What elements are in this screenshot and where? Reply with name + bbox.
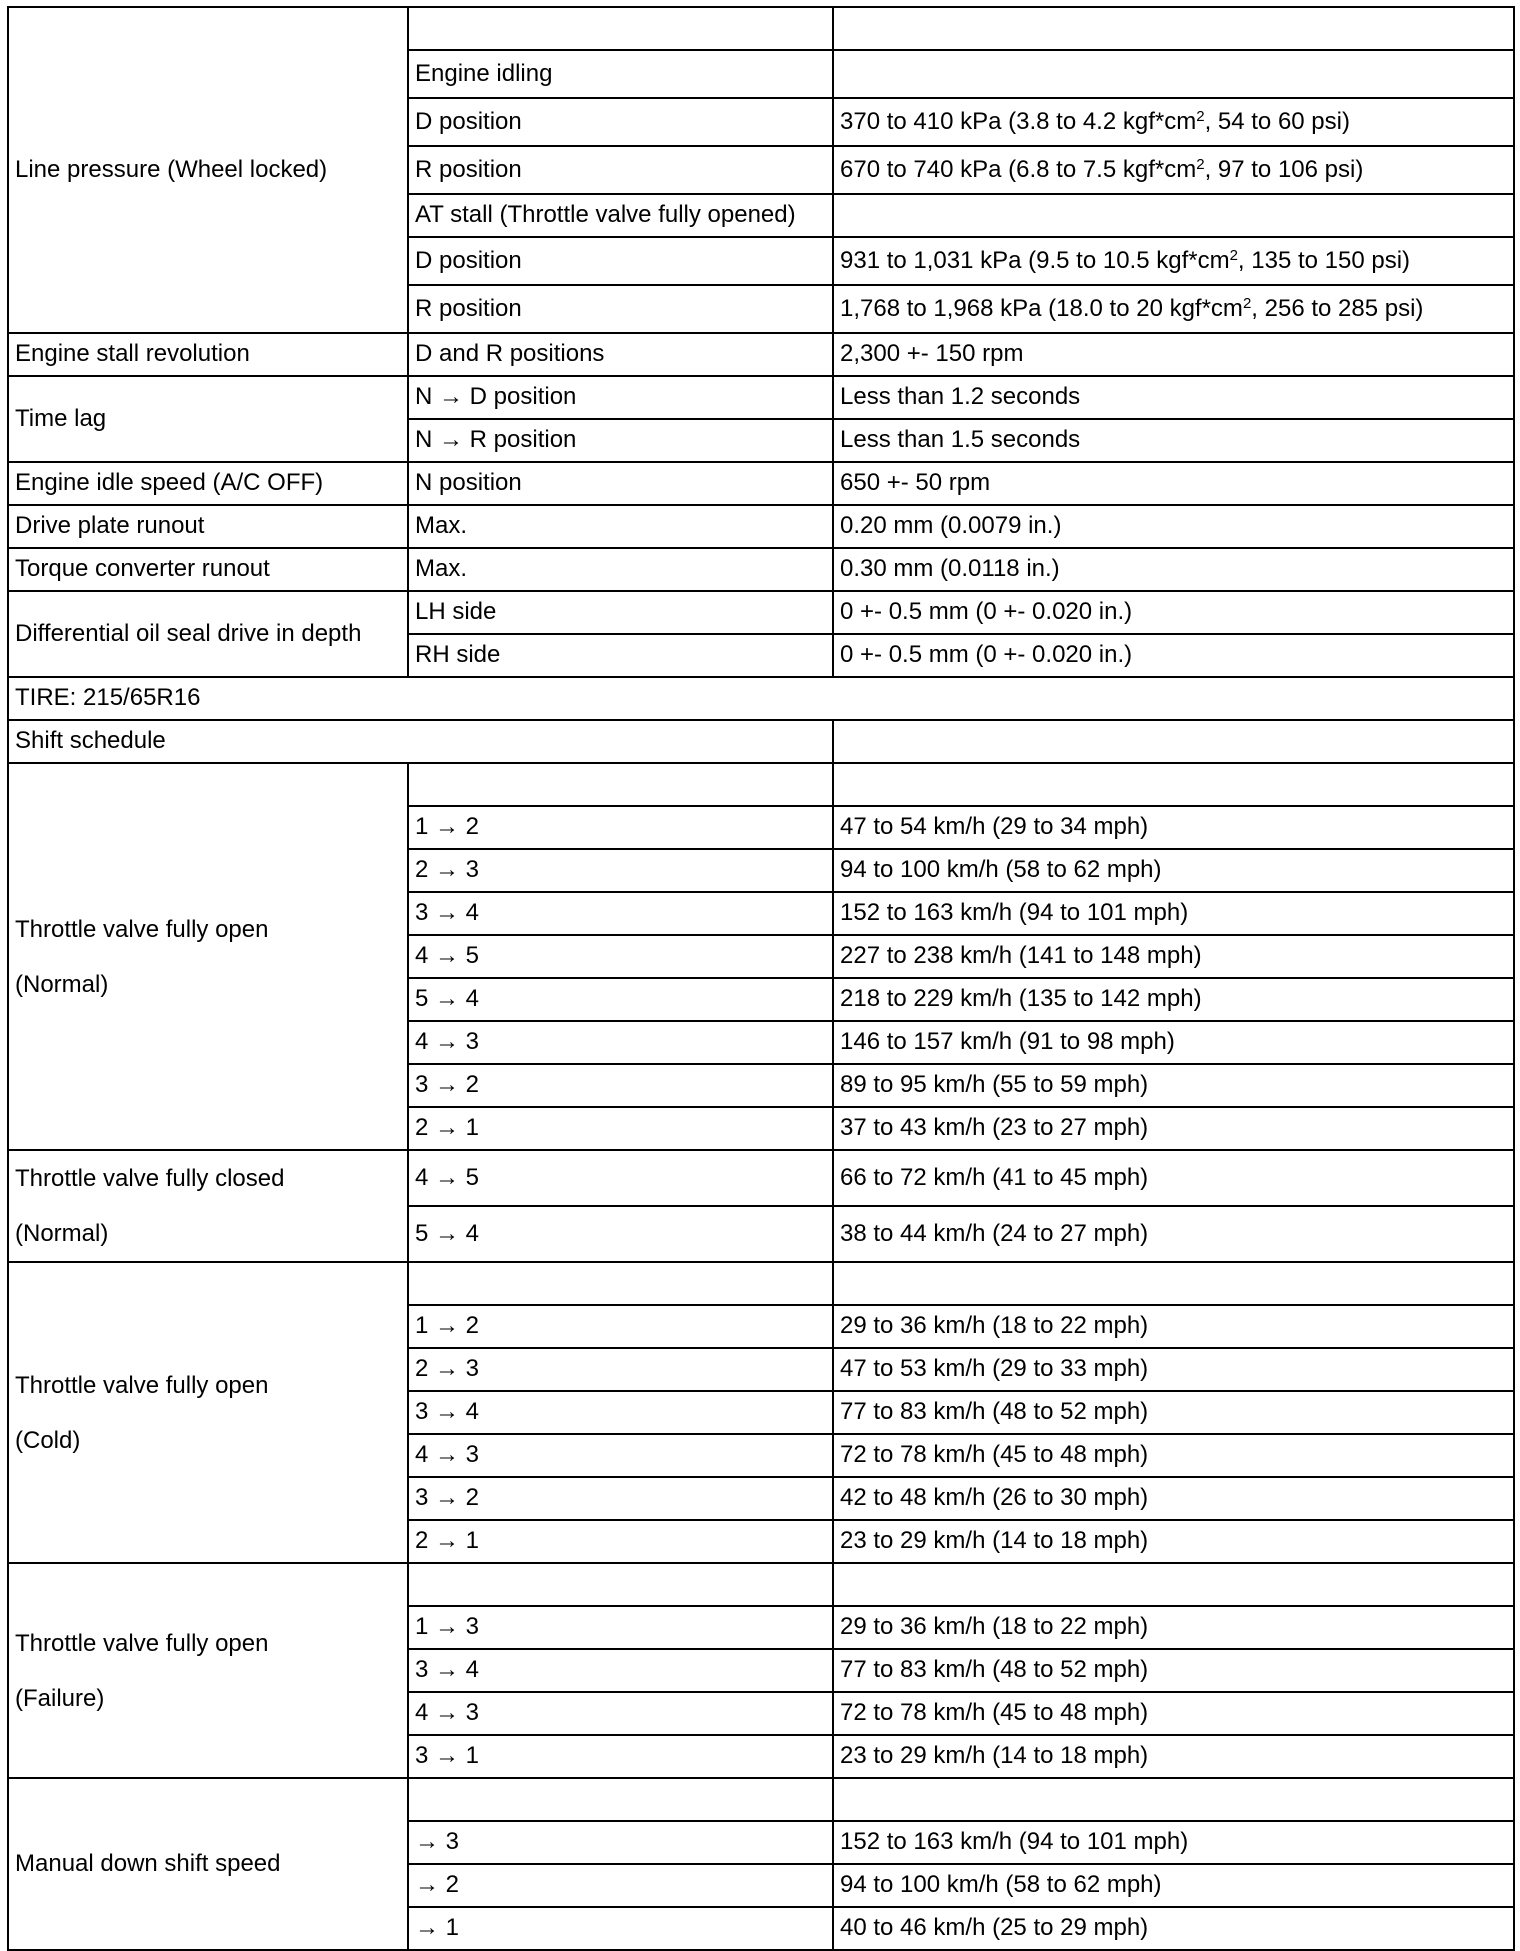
time-lag-label: Time lag xyxy=(8,376,408,462)
value-cell: 650 +- 50 rpm xyxy=(833,462,1514,505)
manual-down-shift-label: Manual down shift speed xyxy=(8,1778,408,1950)
shift-cell: 4 → 5 xyxy=(408,1150,833,1206)
table-row xyxy=(8,763,1514,806)
shift-cell: 2 → 3 xyxy=(408,1348,833,1391)
speed-cell: 227 to 238 km/h (141 to 148 mph) xyxy=(833,935,1514,978)
speed-cell: 23 to 29 km/h (14 to 18 mph) xyxy=(833,1735,1514,1778)
condition-cell: N position xyxy=(408,462,833,505)
condition-cell: D and R positions xyxy=(408,333,833,376)
tire-spec: TIRE: 215/65R16 xyxy=(8,677,1514,720)
speed-cell: 29 to 36 km/h (18 to 22 mph) xyxy=(833,1305,1514,1348)
speed-cell: 23 to 29 km/h (14 to 18 mph) xyxy=(833,1520,1514,1563)
value-text: 1,768 to 1,968 kPa (18.0 to 20 kgf*cm xyxy=(840,294,1243,322)
value-cell: 0.20 mm (0.0079 in.) xyxy=(833,505,1514,548)
shift-cell: 4 → 3 xyxy=(408,1021,833,1064)
value-text: 670 to 740 kPa (6.8 to 7.5 kgf*cm xyxy=(840,155,1197,183)
label-line: (Normal) xyxy=(15,1220,109,1247)
value-cell xyxy=(833,146,1514,194)
shift-cell: → 2 xyxy=(408,1864,833,1907)
label-line: Throttle valve fully closed xyxy=(15,1165,285,1192)
speed-cell: 42 to 48 km/h (26 to 30 mph) xyxy=(833,1477,1514,1520)
shift-cell: 2 → 1 xyxy=(408,1520,833,1563)
value-cell xyxy=(833,194,1514,237)
speed-cell: 152 to 163 km/h (94 to 101 mph) xyxy=(833,1821,1514,1864)
shift-cell: 3 → 4 xyxy=(408,892,833,935)
value-text: , 256 to 285 psi) xyxy=(1251,294,1424,322)
speed-cell: 94 to 100 km/h (58 to 62 mph) xyxy=(833,849,1514,892)
shift-cell: 3 → 4 xyxy=(408,1649,833,1692)
speed-cell: 152 to 163 km/h (94 to 101 mph) xyxy=(833,892,1514,935)
table-row xyxy=(8,1563,1514,1606)
condition-cell: Max. xyxy=(408,548,833,591)
condition-cell: D position xyxy=(408,237,833,285)
condition-cell: D position xyxy=(408,98,833,146)
speed-cell: 77 to 83 km/h (48 to 52 mph) xyxy=(833,1391,1514,1434)
shift-cell: 1 → 2 xyxy=(408,1305,833,1348)
value-text: , 97 to 106 psi) xyxy=(1204,155,1364,183)
condition-cell: N → D position xyxy=(408,376,833,419)
condition-cell: Max. xyxy=(408,505,833,548)
tv-open-cold-label xyxy=(8,1262,408,1563)
table-row xyxy=(8,376,1514,419)
speed-cell: 37 to 43 km/h (23 to 27 mph) xyxy=(833,1107,1514,1150)
value-cell xyxy=(833,720,1514,763)
shift-schedule-heading: Shift schedule xyxy=(8,720,833,763)
value-cell xyxy=(833,237,1514,285)
table-row xyxy=(8,505,1514,548)
speed-cell xyxy=(833,1778,1514,1821)
speed-cell xyxy=(833,1262,1514,1305)
table-row xyxy=(8,7,1514,50)
speed-cell xyxy=(833,1563,1514,1606)
label-line: (Failure) xyxy=(15,1684,105,1712)
value-cell: 0.30 mm (0.0118 in.) xyxy=(833,548,1514,591)
label-line: Throttle valve fully open xyxy=(15,915,269,943)
value-text: 370 to 410 kPa (3.8 to 4.2 kgf*cm xyxy=(840,107,1197,135)
label-line: (Cold) xyxy=(15,1426,81,1454)
table-row xyxy=(8,1150,1514,1206)
shift-cell: 3 → 2 xyxy=(408,1064,833,1107)
condition-cell: R position xyxy=(408,146,833,194)
drive-plate-label: Drive plate runout xyxy=(8,505,408,548)
shift-cell: → 1 xyxy=(408,1907,833,1950)
shift-cell: → 3 xyxy=(408,1821,833,1864)
value-text: , 54 to 60 psi) xyxy=(1204,107,1350,135)
shift-cell: 1 → 3 xyxy=(408,1606,833,1649)
speed-cell: 38 to 44 km/h (24 to 27 mph) xyxy=(833,1206,1514,1262)
table-row xyxy=(8,1778,1514,1821)
value-cell: 2,300 +- 150 rpm xyxy=(833,333,1514,376)
diff-seal-label: Differential oil seal drive in depth xyxy=(8,591,408,677)
table-row xyxy=(8,591,1514,634)
label-line: Throttle valve fully open xyxy=(15,1629,269,1657)
value-cell: 0 +- 0.5 mm (0 +- 0.020 in.) xyxy=(833,634,1514,677)
speed-cell xyxy=(833,763,1514,806)
shift-cell: 2 → 3 xyxy=(408,849,833,892)
speed-cell: 66 to 72 km/h (41 to 45 mph) xyxy=(833,1150,1514,1206)
shift-cell xyxy=(408,1262,833,1305)
table-row xyxy=(8,677,1514,720)
superscript: 2 xyxy=(1229,246,1238,264)
shift-cell: 3 → 1 xyxy=(408,1735,833,1778)
value-cell: Less than 1.5 seconds xyxy=(833,419,1514,462)
speed-cell: 218 to 229 km/h (135 to 142 mph) xyxy=(833,978,1514,1021)
superscript: 2 xyxy=(1196,107,1205,125)
value-cell xyxy=(833,98,1514,146)
superscript: 2 xyxy=(1242,294,1252,312)
condition-cell: Engine idling xyxy=(408,50,833,98)
shift-cell: 5 → 4 xyxy=(408,978,833,1021)
value-cell xyxy=(833,50,1514,98)
value-text: 931 to 1,031 kPa (9.5 to 10.5 kgf*cm xyxy=(840,246,1230,274)
engine-stall-label: Engine stall revolution xyxy=(8,333,408,376)
tv-closed-normal-label xyxy=(8,1150,408,1262)
value-cell: Less than 1.2 seconds xyxy=(833,376,1514,419)
condition-cell: LH side xyxy=(408,591,833,634)
shift-cell: 2 → 1 xyxy=(408,1107,833,1150)
tv-open-failure-label xyxy=(8,1563,408,1778)
value-cell: 0 +- 0.5 mm (0 +- 0.020 in.) xyxy=(833,591,1514,634)
shift-cell: 4 → 3 xyxy=(408,1692,833,1735)
condition-cell xyxy=(408,7,833,50)
label-line: (Normal) xyxy=(15,970,109,998)
shift-cell: 1 → 2 xyxy=(408,806,833,849)
condition-cell: AT stall (Throttle valve fully opened) xyxy=(408,194,833,237)
condition-cell: R position xyxy=(408,285,833,333)
shift-cell xyxy=(408,763,833,806)
torque-converter-label: Torque converter runout xyxy=(8,548,408,591)
idle-speed-label: Engine idle speed (A/C OFF) xyxy=(8,462,408,505)
label-line: Throttle valve fully open xyxy=(15,1371,269,1399)
speed-cell: 77 to 83 km/h (48 to 52 mph) xyxy=(833,1649,1514,1692)
speed-cell: 47 to 54 km/h (29 to 34 mph) xyxy=(833,806,1514,849)
shift-cell: 4 → 3 xyxy=(408,1434,833,1477)
speed-cell: 89 to 95 km/h (55 to 59 mph) xyxy=(833,1064,1514,1107)
speed-cell: 146 to 157 km/h (91 to 98 mph) xyxy=(833,1021,1514,1064)
superscript: 2 xyxy=(1196,155,1205,173)
table-row xyxy=(8,462,1514,505)
value-text: , 135 to 150 psi) xyxy=(1237,246,1411,274)
speed-cell: 47 to 53 km/h (29 to 33 mph) xyxy=(833,1348,1514,1391)
shift-cell: 3 → 4 xyxy=(408,1391,833,1434)
shift-cell: 4 → 5 xyxy=(408,935,833,978)
table-row xyxy=(8,548,1514,591)
table-row xyxy=(8,720,1514,763)
speed-cell: 72 to 78 km/h (45 to 48 mph) xyxy=(833,1692,1514,1735)
speed-cell: 94 to 100 km/h (58 to 62 mph) xyxy=(833,1864,1514,1907)
shift-cell: 3 → 2 xyxy=(408,1477,833,1520)
table-row xyxy=(8,1262,1514,1305)
condition-cell: RH side xyxy=(408,634,833,677)
line-pressure-label: Line pressure (Wheel locked) xyxy=(8,7,408,333)
specifications-table xyxy=(7,6,1515,1951)
shift-cell: 5 → 4 xyxy=(408,1206,833,1262)
table-row xyxy=(8,333,1514,376)
value-cell xyxy=(833,7,1514,50)
speed-cell: 29 to 36 km/h (18 to 22 mph) xyxy=(833,1606,1514,1649)
shift-cell xyxy=(408,1563,833,1606)
tv-open-normal-label xyxy=(8,763,408,1150)
speed-cell: 72 to 78 km/h (45 to 48 mph) xyxy=(833,1434,1514,1477)
condition-cell: N → R position xyxy=(408,419,833,462)
shift-cell xyxy=(408,1778,833,1821)
value-cell xyxy=(833,285,1514,333)
speed-cell: 40 to 46 km/h (25 to 29 mph) xyxy=(833,1907,1514,1950)
